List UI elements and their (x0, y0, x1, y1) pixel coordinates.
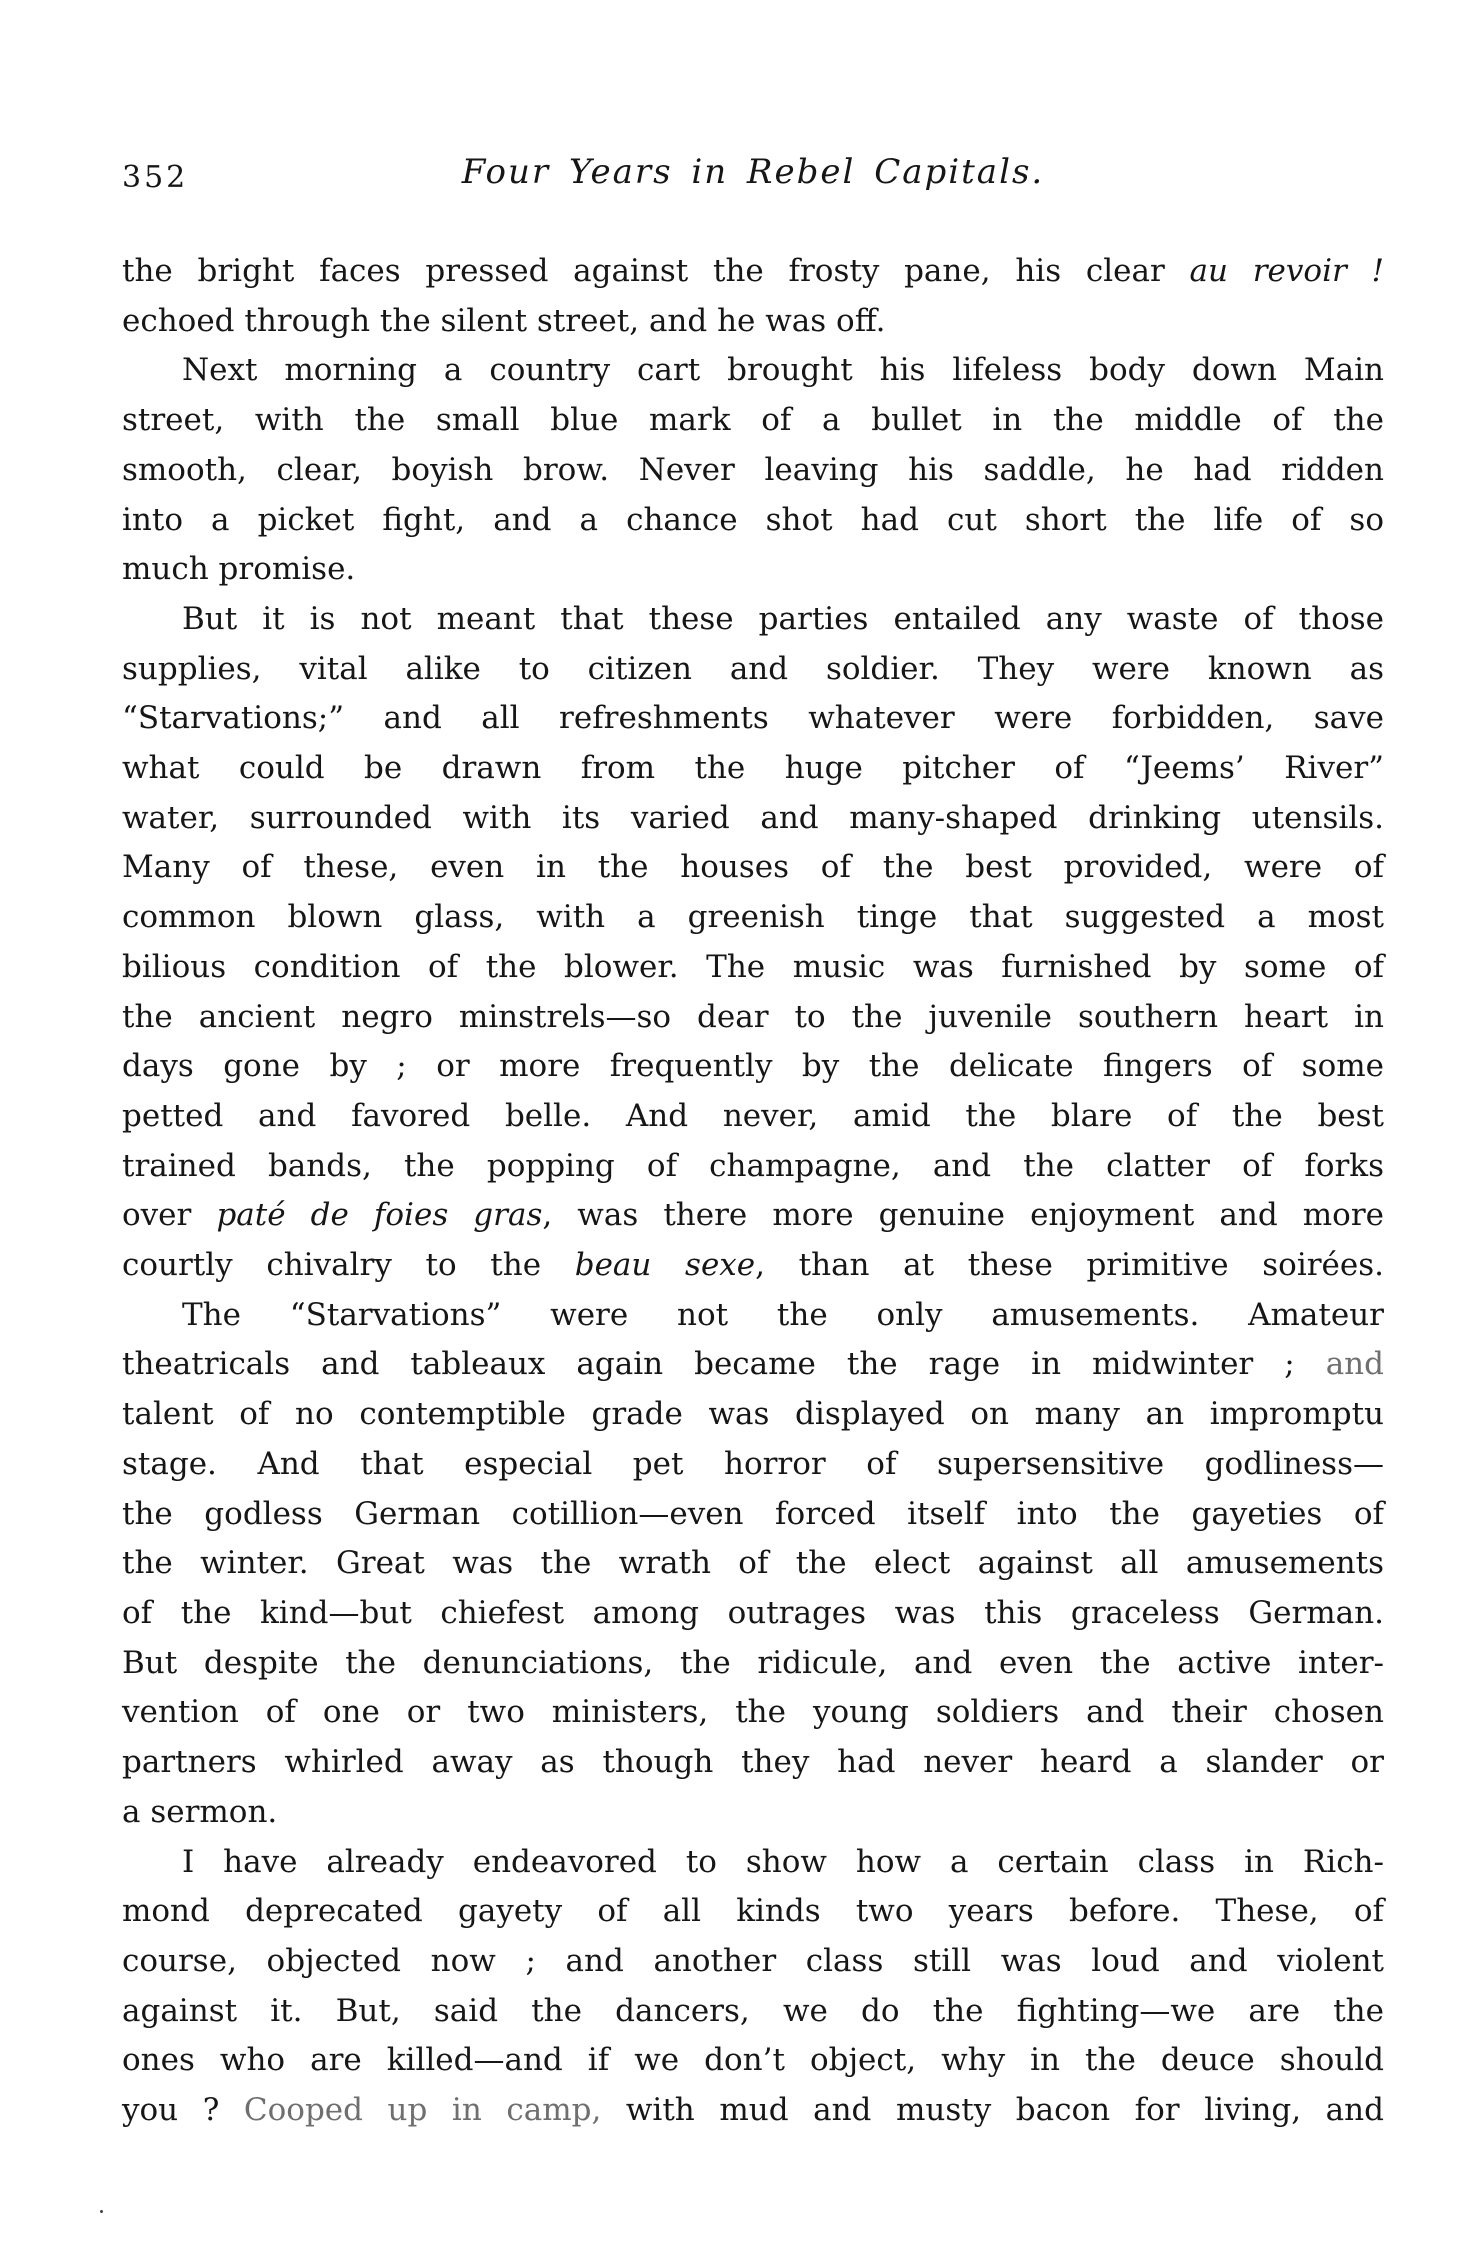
text-line (122, 645, 1384, 695)
text-segment: But it is not meant that these parties entailed any waste of those (182, 600, 1384, 637)
text-segment: Many of these, even in the houses of the best provided, were of (122, 849, 1384, 886)
text-line (122, 1589, 1384, 1639)
text-line (122, 496, 1384, 546)
paragraph (122, 346, 1384, 595)
text-segment: the ancient negro minstrels—so dear to the juvenile southern heart in (122, 998, 1384, 1035)
text-segment: you ? (122, 2092, 244, 2129)
text-line (122, 1539, 1384, 1589)
text-line (122, 1838, 1384, 1888)
text-line (122, 297, 1384, 347)
text-segment: over (122, 1197, 217, 1234)
text-segment: The “Starvations” were not the only amusements. Amateur (182, 1296, 1384, 1333)
text-line (122, 1887, 1384, 1937)
text-line (122, 943, 1384, 993)
text-line (122, 1937, 1384, 1987)
text-line (122, 993, 1384, 1043)
text-line (122, 1688, 1384, 1738)
text-segment: , than at these primitive soirées. (755, 1247, 1385, 1284)
text-line (122, 545, 1384, 595)
text-segment: a sermon. (122, 1793, 278, 1830)
text-line (122, 794, 1384, 844)
text-segment: talent of no contemptible grade was displayed on many an impromptu (122, 1396, 1384, 1433)
text-segment: the bright faces pressed against the frosty pane, his clear (122, 253, 1190, 289)
text-segment: the godless German cotillion—even forced itself into the gayeties of (122, 1495, 1384, 1532)
italic-text: beau sexe (574, 1247, 756, 1284)
text-segment: partners whirled away as though they had never heard a slander or (122, 1744, 1384, 1781)
text-line (122, 396, 1384, 446)
text-line (122, 1092, 1384, 1142)
text-line (122, 446, 1384, 496)
text-segment: of the kind—but chiefest among outrages was this graceless German. (122, 1594, 1384, 1631)
text-line (122, 843, 1384, 893)
text-line (122, 893, 1384, 943)
text-segment: course, objected now ; and another class still was loud and violent (122, 1942, 1384, 1979)
text-segment: theatricals and tableaux again became the rage in midwinter ; (122, 1346, 1326, 1383)
text-line (122, 1042, 1384, 1092)
text-segment: stage. And that especial pet horror of supersensitive godliness— (122, 1445, 1384, 1482)
text-segment: “Starvations;” and all refreshments whatever were forbidden, save (122, 700, 1384, 737)
paragraph (122, 1838, 1384, 2136)
text-segment: trained bands, the popping of champagne, and the clatter of forks (122, 1147, 1384, 1184)
text-segment: But despite the denunciations, the ridicule, and even the active inter- (122, 1644, 1384, 1681)
text-line (122, 346, 1384, 396)
paragraph (122, 595, 1384, 1291)
text-segment: echoed through the silent street, and he was off. (122, 302, 886, 339)
text-segment: bilious condition of the blower. The music was furnished by some of (122, 948, 1384, 985)
text-line (122, 1987, 1384, 2037)
text-line (122, 247, 1384, 297)
text-segment: against it. But, said the dancers, we do the fighting—we are the (122, 1992, 1384, 2029)
text-line (122, 1142, 1384, 1192)
text-segment: Cooped up in camp, (243, 2092, 602, 2129)
text-segment: and (1325, 1346, 1384, 1383)
text-line (122, 1738, 1384, 1788)
italic-text: paté de foies gras (216, 1197, 543, 1234)
text-line (122, 1490, 1384, 1540)
text-line (122, 744, 1384, 794)
text-segment: vention of one or two ministers, the young soldiers and their chosen (122, 1694, 1384, 1731)
text-segment: much promise. (122, 551, 356, 588)
text-segment: ones who are killed—and if we don’t object, why in the deuce should (122, 2042, 1384, 2079)
page-text (122, 247, 1384, 2136)
text-segment: into a picket fight, and a chance shot had cut short the life of so (122, 501, 1384, 538)
page-header (122, 148, 1384, 204)
text-line (122, 1639, 1384, 1689)
text-segment: days gone by ; or more frequently by the delicate fingers of some (122, 1048, 1384, 1085)
page-number: 352 (122, 160, 189, 195)
text-line (122, 1440, 1384, 1490)
running-head: Four Years in Rebel Capitals. (461, 152, 1045, 192)
text-segment: with mud and musty bacon for living, and (601, 2092, 1384, 2129)
text-segment: street, with the small blue mark of a bullet in the middle of the (122, 402, 1384, 439)
scan-speck (100, 2210, 103, 2213)
text-line (122, 1788, 1384, 1838)
text-line (122, 1291, 1384, 1341)
text-segment: supplies, vital alike to citizen and soldier. They were known as (122, 650, 1384, 687)
text-segment: Next morning a country cart brought his lifeless body down Main (182, 352, 1384, 389)
text-line (122, 1340, 1384, 1390)
text-line (122, 1390, 1384, 1440)
text-line (122, 595, 1384, 645)
text-line (122, 2036, 1384, 2086)
text-line (122, 1241, 1384, 1291)
text-line (122, 694, 1384, 744)
italic-text: au revoir ! (1189, 253, 1385, 289)
text-segment: what could be drawn from the huge pitcher of “Jeems’ River” (122, 750, 1384, 787)
text-segment: water, surrounded with its varied and many-shaped drinking utensils. (122, 799, 1384, 836)
text-segment: smooth, clear, boyish brow. Never leaving his saddle, he had ridden (122, 451, 1384, 488)
paragraph (122, 247, 1384, 346)
paragraph (122, 1291, 1384, 1838)
text-segment: the winter. Great was the wrath of the elect against all amusements (122, 1545, 1384, 1582)
text-line (122, 2086, 1384, 2136)
text-segment: courtly chivalry to the (122, 1247, 575, 1284)
text-segment: petted and favored belle. And never, amid the blare of the best (122, 1097, 1384, 1134)
text-segment: , was there more genuine enjoyment and more (542, 1197, 1385, 1234)
text-segment: mond deprecated gayety of all kinds two years before. These, of (122, 1893, 1384, 1930)
text-segment: I have already endeavored to show how a certain class in Rich- (182, 1843, 1384, 1880)
text-segment: common blown glass, with a greenish tinge that suggested a most (122, 899, 1384, 936)
text-line (122, 1191, 1384, 1241)
